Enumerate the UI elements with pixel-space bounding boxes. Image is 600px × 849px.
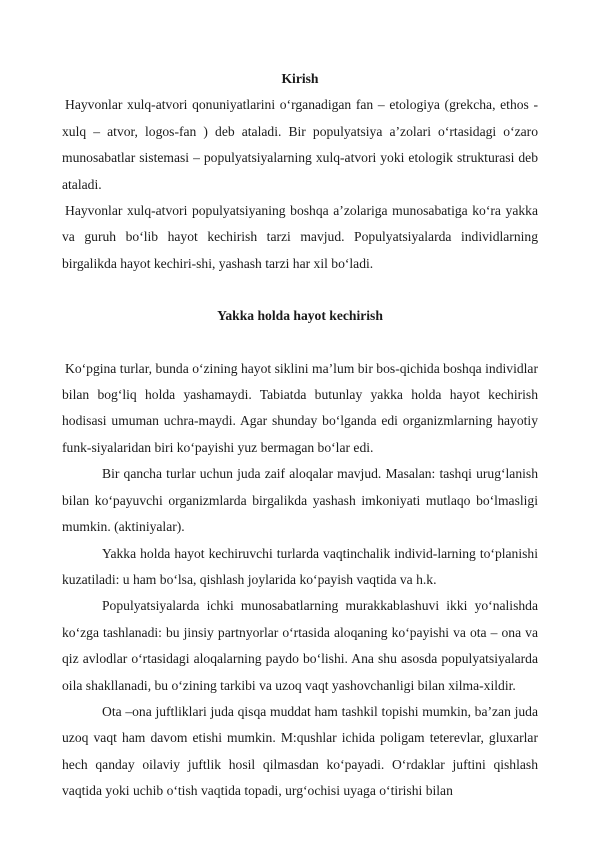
paragraph: Hayvonlar xulq-atvori qonuniyatlarini o‘rganadigan fan – etologiya (grekcha, ethos - xulq – atvor, logos-fan ) deb ataladi. Bir populyatsiya a’zolari o‘rtasidagi o‘zaro munosabatlar sistemasi – populyatsiyalarning xulq-atvori yoki etologik strukturasi deb ataladi. bbox=[62, 97, 538, 192]
section-heading-kirish: Kirish bbox=[281, 71, 319, 86]
document-body bbox=[62, 66, 538, 805]
paragraph: Populyatsiyalarda ichki munosabatlarning murakkablashuvi ikki yo‘nalishda ko‘zga tashlanadi: bu jinsiy partnyorlar o‘rtasida aloqaning ko‘payishi va ota – ona va qiz avlodlar o‘rtasidagi aloqalarning paydo bo‘lishi. Ana shu asosda populyatsiyalarda oila shakllanadi, bu o‘zining tarkibi va uzoq vaqt yashovchanligi bilan xilma-xildir. bbox=[62, 598, 538, 693]
paragraph: Ota –ona juftliklari juda qisqa muddat ham tashkil topishi mumkin, ba’zan juda uzoq vaqt ham davom etishi mumkin. M:qushlar ichida poligam teterevlar, gluxarlar hech qanday oilaviy juftlik hosil qilmasdan ko‘payadi. O‘rdaklar juftini qishlash vaqtida yoki uchib o‘tish vaqtida topadi, urg‘ochisi uyaga o‘tirishi bilan bbox=[62, 703, 538, 799]
paragraph: Bir qancha turlar uchun juda zaif aloqalar mavjud. Masalan: tashqi urug‘lanish bilan ko‘payuvchi organizmlarda birgalikda yashash imkoniyati mutlaqo bo‘lmasligi mumkin. (aktiniyalar). bbox=[62, 466, 538, 535]
section-heading-yakka-holda: Yakka holda hayot kechirish bbox=[217, 308, 383, 324]
paragraph: Hayvonlar xulq-atvori populyatsiyaning boshqa a’zolariga munosabatiga ko‘ra yakka va guruh bo‘lib hayot kechirish tarzi mavjud. Populyatsiyalarda individlarning birgalikda hayot kechiri-shi, yashash tarzi har xil bo‘ladi. bbox=[62, 203, 538, 271]
paragraph: Yakka holda hayot kechiruvchi turlarda vaqtinchalik individ-larning to‘planishi kuzatiladi: u ham bo‘lsa, qishlash joylarida ko‘payish vaqtida va h.k. bbox=[62, 545, 538, 587]
paragraph: Ko‘pgina turlar, bunda o‘zining hayot siklini ma’lum bir bos-qichida boshqa individlar bilan bog‘liq holda yashamaydi. Tabiatda butunlay yakka holda hayot kechirish hodisasi umuman uchra-maydi. Agar shunday bo‘lganda edi organizmlarning hayotiy funk-siyalaridan biri ko‘payishi yuz bermagan bo‘lar edi. bbox=[62, 360, 538, 455]
